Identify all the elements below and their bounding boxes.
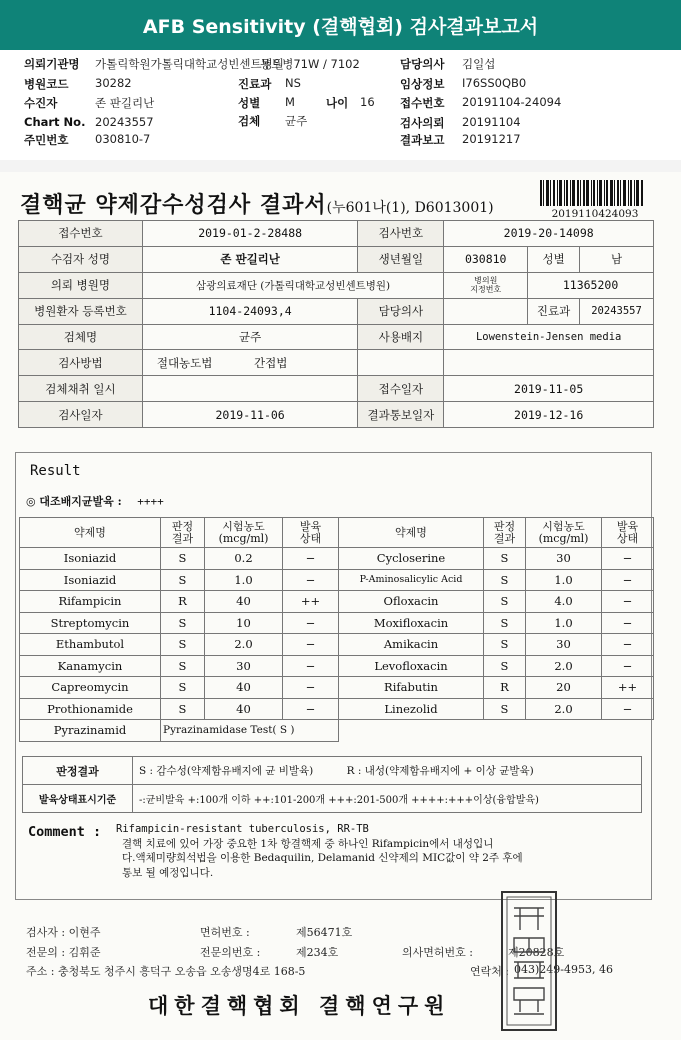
judgment-header-line: 판정	[171, 519, 194, 533]
info-value: 030810-7	[95, 132, 151, 146]
judgment-label: 판정결과	[23, 757, 133, 785]
info-value: 20191104-24094	[462, 95, 562, 109]
judgment-result: S	[484, 612, 526, 634]
registration-number: 1104-24093,4	[142, 298, 358, 324]
growth-status: −	[283, 612, 339, 634]
judgment-result: S	[484, 548, 526, 570]
contact-number: 043)249-4953, 46	[514, 963, 613, 976]
specimen-name: 균주	[142, 324, 358, 350]
barcode-icon	[540, 180, 644, 206]
comment-line: 결핵 치료에 있어 가장 중요한 1차 항결핵제 중 하나인 Rifampicin에서 내성입니	[122, 837, 494, 850]
cell-label: 진료과	[528, 298, 580, 324]
test-method	[142, 350, 358, 376]
info-value: 16	[360, 95, 375, 109]
address: 주소 : 충청북도 청주시 흥덕구 오송읍 오송생명4로 168-5	[26, 965, 306, 978]
designated-label-1: 병의원	[474, 276, 498, 286]
empty-cell	[142, 376, 358, 402]
test-concentration: 40	[205, 591, 283, 613]
hospital-name: 삼광의료재단 (가톨릭대학교성빈센트병원)	[142, 272, 443, 298]
empty-cell	[339, 720, 654, 742]
growth-status: −	[602, 569, 654, 591]
info-value: 20191217	[462, 132, 521, 146]
notify-date: 2019-12-16	[444, 402, 654, 428]
judgment-result: S	[161, 698, 205, 720]
cell-label: 검체명	[19, 324, 143, 350]
table-row	[23, 785, 642, 813]
table-row	[20, 698, 654, 720]
judgment-result: S	[161, 569, 205, 591]
cell-label: 결과통보일자	[358, 402, 444, 428]
judgment-result: S	[161, 677, 205, 699]
judgment-result: S	[161, 548, 205, 570]
control-label: ◎ 대조배지균발육 :	[26, 495, 122, 508]
test-concentration: 4.0	[526, 591, 602, 613]
growth-status: −	[283, 698, 339, 720]
test-concentration: 2.0	[526, 655, 602, 677]
doctor-license-label: 의사면허번호 :	[402, 946, 473, 959]
comment-label: Comment :	[28, 824, 102, 840]
report-subtitle: (누601나(1), D6013001)	[326, 200, 494, 216]
table-row	[20, 634, 654, 656]
concentration-header-line: (mcg/ml)	[218, 531, 269, 545]
drug-name: Capreomycin	[20, 677, 161, 699]
table-row	[20, 677, 654, 699]
empty-cell	[444, 298, 528, 324]
table-row	[19, 298, 654, 324]
method-1: 절대농도법	[156, 355, 213, 370]
growth-status: −	[602, 612, 654, 634]
patient-name: 존 판길리난	[142, 246, 358, 272]
info-value: 30282	[95, 76, 132, 90]
designated-label-2: 지정번호	[470, 285, 502, 295]
info-value: 20191104	[462, 115, 521, 129]
doctor-license-number: 제20828호	[508, 946, 565, 959]
growth-status: −	[602, 548, 654, 570]
cell-label: 병원환자 등록번호	[19, 298, 143, 324]
drug-table	[19, 517, 654, 742]
specialist: 전문의 : 김휘준	[26, 946, 101, 959]
test-concentration: 30	[205, 655, 283, 677]
drug-name: Streptomycin	[20, 612, 161, 634]
info-label: 병원코드	[24, 77, 69, 91]
info-label: 결과보고	[400, 133, 445, 147]
growth-header	[283, 518, 339, 548]
info-value: 20243557	[95, 115, 154, 129]
drug-name: Rifampicin	[20, 591, 161, 613]
growth-status: −	[602, 634, 654, 656]
cell-label: 담당의사	[358, 298, 444, 324]
table-row	[20, 569, 654, 591]
judgment-result: S	[484, 634, 526, 656]
info-label: 담당의사	[400, 57, 445, 71]
comment-text	[116, 822, 636, 880]
judgment-header	[484, 518, 526, 548]
growth-status: ++	[602, 677, 654, 699]
growth-header-line: 상태	[616, 531, 639, 545]
table-row	[19, 246, 654, 272]
judgment-result: S	[484, 569, 526, 591]
info-value: NS	[285, 76, 301, 90]
test-date: 2019-11-06	[142, 402, 358, 428]
growth-status: −	[283, 655, 339, 677]
table-row	[19, 402, 654, 428]
report-title	[20, 188, 494, 219]
patient-info-panel	[0, 50, 681, 160]
growth-status: −	[602, 698, 654, 720]
info-value: M	[285, 95, 295, 109]
judgment-header-line: 결과	[493, 531, 516, 545]
drug-name: Rifabutin	[339, 677, 484, 699]
test-concentration: 1.0	[526, 569, 602, 591]
table-row	[20, 720, 654, 742]
drug-name: Isoniazid	[20, 569, 161, 591]
concentration-header-line: (mcg/ml)	[538, 531, 589, 545]
info-label: 진료과	[238, 77, 272, 91]
concentration-header-line: 시험농도	[542, 519, 585, 533]
specialist-number-label: 전문의번호 :	[200, 946, 261, 959]
growth-status: ++	[283, 591, 339, 613]
drug-name: Moxifloxacin	[339, 612, 484, 634]
result-heading: Result	[30, 463, 81, 479]
test-concentration: 1.0	[205, 569, 283, 591]
info-value: 균주	[285, 114, 308, 128]
growth-status: −	[283, 548, 339, 570]
judgment-result: S	[161, 612, 205, 634]
test-concentration: 40	[205, 698, 283, 720]
pyrazinamidase-test: Pyrazinamidase Test( S )	[161, 720, 339, 742]
drug-name: Ofloxacin	[339, 591, 484, 613]
control-value: ++++	[137, 495, 164, 508]
table-row	[19, 221, 654, 247]
receipt-date: 2019-11-05	[444, 376, 654, 402]
concentration-header	[526, 518, 602, 548]
concentration-header-line: 시험농도	[222, 519, 265, 533]
report-header-title: AFB Sensitivity (결핵협회) 검사결과보고서	[0, 0, 681, 50]
cell-label: 수검자 성명	[19, 246, 143, 272]
growth-status: −	[602, 655, 654, 677]
drug-name: Kanamycin	[20, 655, 161, 677]
table-row	[20, 655, 654, 677]
info-label: 검사의뢰	[400, 116, 445, 130]
cell-label: 생년월일	[358, 246, 444, 272]
judgment-result: R	[484, 677, 526, 699]
judgment-header	[161, 518, 205, 548]
growth-header-line: 상태	[299, 531, 322, 545]
info-value: 김일섭	[462, 57, 496, 71]
license-label: 면허번호 :	[200, 926, 250, 939]
judgment-legend	[133, 757, 642, 785]
drug-name: Ethambutol	[20, 634, 161, 656]
table-row	[20, 612, 654, 634]
growth-header-line: 발육	[616, 519, 639, 533]
specialist-number: 제234호	[296, 946, 339, 959]
resistant-legend: R : 내성(약제함유배지에 + 이상 균발육)	[346, 765, 534, 777]
judgment-table	[22, 756, 642, 813]
birth-date: 030810	[444, 246, 528, 272]
growth-status: −	[283, 634, 339, 656]
method-2: 간접법	[254, 355, 288, 370]
table-row	[19, 324, 654, 350]
empty-cell	[444, 350, 654, 376]
judgment-result: S	[484, 591, 526, 613]
info-value: I76SS0QB0	[462, 76, 527, 90]
empty-cell	[358, 350, 444, 376]
test-concentration: 0.2	[205, 548, 283, 570]
comment-line: Rifampicin-resistant tuberculosis, RR-TB	[116, 823, 369, 835]
judgment-header-line: 결과	[171, 531, 194, 545]
growth-criteria-text: -:균비발육 +:100개 이하 ++:101-200개 +++:201-500개 ++++:+++이상(융합발육)	[133, 785, 642, 813]
drug-name: Levofloxacin	[339, 655, 484, 677]
drug-name: Prothionamide	[20, 698, 161, 720]
section-divider	[0, 160, 681, 172]
growth-status: −	[283, 569, 339, 591]
judgment-result: S	[484, 698, 526, 720]
drug-name: Isoniazid	[20, 548, 161, 570]
test-concentration: 20	[526, 677, 602, 699]
table-row	[19, 350, 654, 376]
concentration-header	[205, 518, 283, 548]
cell-label: 검체채취 일시	[19, 376, 143, 402]
judgment-header-line: 판정	[493, 519, 516, 533]
growth-criteria-label: 발육상태표시기준	[23, 785, 133, 813]
drug-name: P-Aminosalicylic Acid	[339, 569, 484, 591]
patient-sex: 남	[580, 246, 654, 272]
judgment-result: R	[161, 591, 205, 613]
test-concentration: 30	[526, 634, 602, 656]
drug-name: Pyrazinamid	[20, 720, 161, 742]
judgment-result: S	[484, 655, 526, 677]
official-seal-icon	[500, 890, 558, 1032]
info-label: 검체	[238, 114, 261, 128]
cell-label: 접수번호	[19, 221, 143, 247]
test-concentration: 40	[205, 677, 283, 699]
drug-header: 약제명	[339, 518, 484, 548]
drug-name: Amikacin	[339, 634, 484, 656]
report-title-text: 결핵균 약제감수성검사 결과서	[20, 192, 327, 218]
barcode-number: 2019110424093	[551, 208, 639, 220]
department-value: 20243557	[580, 298, 654, 324]
info-label: 수진자	[24, 96, 58, 110]
drug-header: 약제명	[20, 518, 161, 548]
culture-medium: Lowenstein-Jensen media	[444, 324, 654, 350]
info-label: 주민번호	[24, 133, 69, 147]
info-label: 나이	[326, 96, 349, 110]
info-label: Chart No.	[24, 115, 86, 129]
info-value: 존 판길리난	[95, 96, 155, 110]
cell-label: 검사방법	[19, 350, 143, 376]
patient-table	[18, 220, 654, 428]
association-name: 대한결핵협회 결핵연구원	[148, 993, 451, 1018]
judgment-result: S	[161, 634, 205, 656]
cell-label: 의뢰 병원명	[19, 272, 143, 298]
table-row	[20, 548, 654, 570]
cell-label: 검사일자	[19, 402, 143, 428]
info-value: 가톨릭학원가톨릭대학교성빈센트병원	[95, 57, 284, 71]
table-row	[19, 272, 654, 298]
info-label: 접수번호	[400, 96, 445, 110]
receipt-number: 2019-01-2-28488	[142, 221, 358, 247]
cell-label: 사용배지	[358, 324, 444, 350]
test-concentration: 2.0	[526, 698, 602, 720]
growth-status: −	[283, 677, 339, 699]
scanned-report	[0, 172, 681, 1040]
license-number: 제56471호	[296, 926, 353, 939]
table-row	[20, 591, 654, 613]
test-concentration: 10	[205, 612, 283, 634]
cell-label: 성별	[528, 246, 580, 272]
designated-number: 11365200	[528, 272, 654, 298]
comment-line: 통보 될 예정입니다.	[122, 866, 214, 879]
contact-label: 연락처 :	[470, 965, 510, 978]
test-concentration: 30	[526, 548, 602, 570]
cell-label: 검사번호	[358, 221, 444, 247]
drug-name: Cycloserine	[339, 548, 484, 570]
info-label: 성별	[238, 96, 261, 110]
table-row	[23, 757, 642, 785]
info-value: 동트병71W / 7102	[260, 57, 360, 71]
growth-header-line: 발육	[299, 519, 322, 533]
test-number: 2019-20-14098	[444, 221, 654, 247]
control-growth	[26, 493, 164, 509]
judgment-result: S	[161, 655, 205, 677]
test-concentration: 2.0	[205, 634, 283, 656]
table-header-row	[20, 518, 654, 548]
table-row	[19, 376, 654, 402]
info-label: 임상정보	[400, 77, 445, 91]
info-label: 의뢰기관명	[24, 57, 80, 71]
drug-name: Linezolid	[339, 698, 484, 720]
growth-header	[602, 518, 654, 548]
susceptible-legend: S : 감수성(약제함유배지에 균 비발육)	[139, 765, 314, 777]
growth-status: −	[602, 591, 654, 613]
comment-line: 다.액체미량희석법을 이용한 Bedaquilin, Delamanid 신약제의 MIC값이 약 2주 후에	[122, 852, 523, 864]
cell-label: 접수일자	[358, 376, 444, 402]
test-concentration: 1.0	[526, 612, 602, 634]
cell-label	[444, 272, 528, 298]
examiner: 검사자 : 이현주	[26, 926, 101, 939]
